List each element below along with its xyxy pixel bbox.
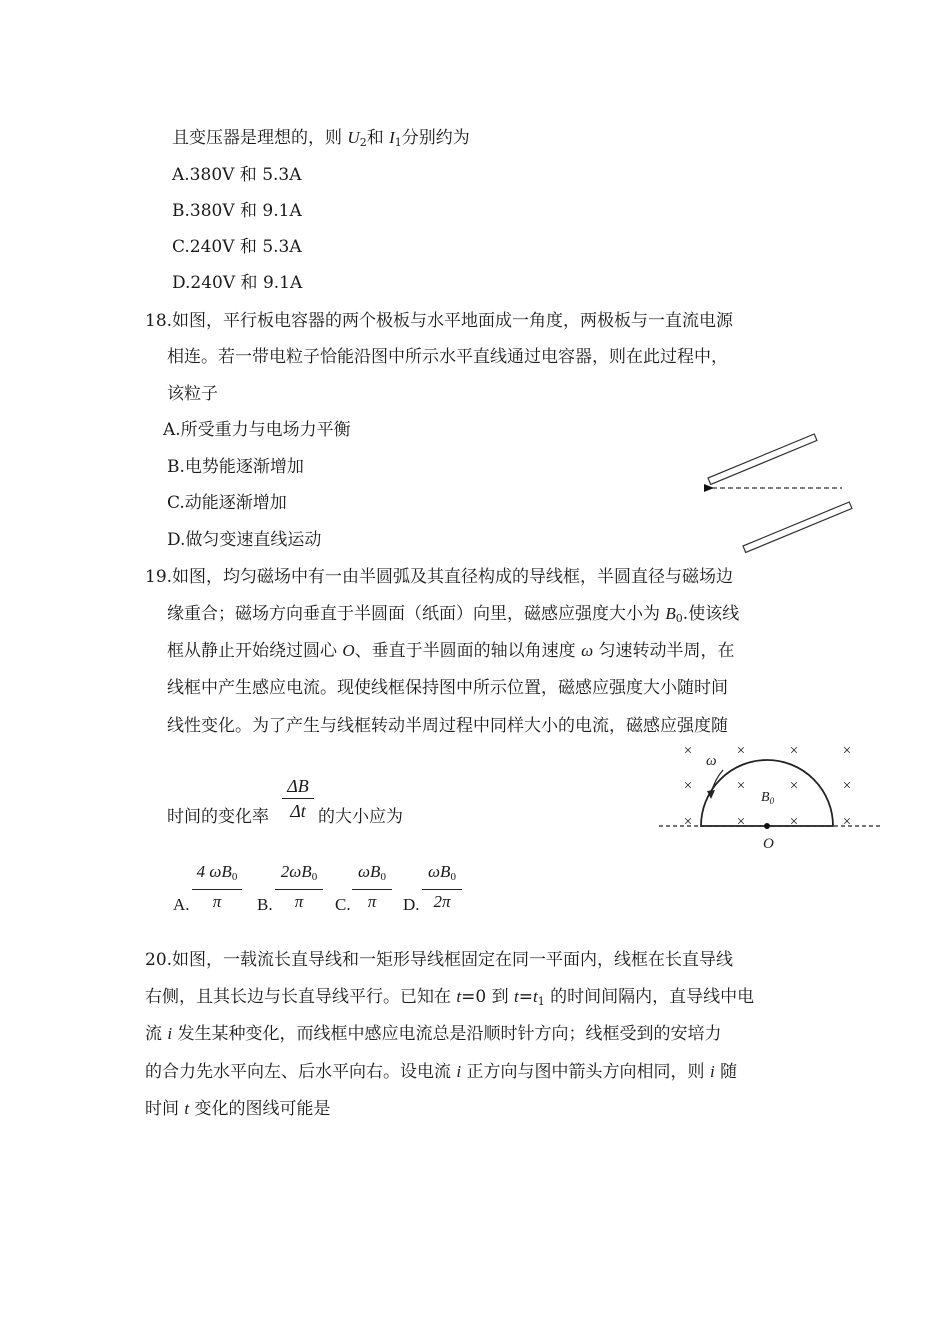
cross-mark: × xyxy=(683,778,693,794)
q19-stem-line-4: 线框中产生感应电流。现使线框保持图中所示位置，磁感应强度大小随时间 xyxy=(167,678,728,698)
q19-answer-b-fraction: $2\omega B_0$ π xyxy=(275,861,323,912)
cross-mark: × xyxy=(736,814,746,830)
q19-answer-a-fraction: 4 $\omega B_0$ π xyxy=(192,861,242,912)
cross-mark: × xyxy=(789,778,799,794)
cross-mark: × xyxy=(683,743,693,759)
q18-option-a: A.所受重力与电场力平衡 xyxy=(163,420,351,440)
q19-answer-a-label: A. xyxy=(173,895,190,914)
q17-option-a: A.380V 和 5.3A xyxy=(172,165,302,185)
q18-option-c: C.动能逐渐增加 xyxy=(167,493,287,513)
q18-option-d: D.做匀变速直线运动 xyxy=(167,530,322,550)
q19-stem-line-1: 19.如图，均匀磁场中有一由半圆弧及其直径构成的导线框，半圆直径与磁场边 xyxy=(145,567,734,587)
cross-mark: × xyxy=(789,814,799,830)
rate-denominator: Δt xyxy=(290,801,306,821)
q20-stem-line-3: 流 i 发生某种变化，而线框中感应电流总是沿顺时针方向；线框受到的安培力 xyxy=(145,1024,722,1044)
lower-plate xyxy=(743,502,852,552)
q18-option-b: B.电势能逐渐增加 xyxy=(167,457,304,477)
q19-answer-d-label: D. xyxy=(403,895,420,914)
q20-stem-line-1: 20.如图，一载流长直导线和一矩形导线框固定在同一平面内，线框在长直导线 xyxy=(145,950,734,970)
center-point xyxy=(764,823,770,829)
q19-answer-b-label: B. xyxy=(257,895,273,914)
q17-stem: 且变压器是理想的，则 $U_2$和 $I_1$分别约为 xyxy=(172,128,470,149)
cross-mark: × xyxy=(789,743,799,759)
q18-stem-line-1: 18.如图，平行板电容器的两个极板与水平地面成一角度，两极板与一直流电源 xyxy=(145,311,734,331)
cross-mark: × xyxy=(842,743,852,759)
cross-mark: × xyxy=(842,778,852,794)
particle-arrow-icon xyxy=(704,484,714,492)
q20-stem-line-2: 右侧，且其长边与长直导线平行。已知在 t=0 到 $t=t_1$ 的时间间隔内，直导线中电 xyxy=(145,987,755,1008)
q19-answer-d-fraction: $\omega B_0$ 2π xyxy=(422,861,462,912)
q19-magnetic-field-figure xyxy=(655,735,885,853)
q19-answer-c-label: C. xyxy=(335,895,351,914)
q19-rate-suffix: 的大小应为 xyxy=(318,807,403,827)
b0-label: $B_0$ xyxy=(761,790,775,806)
cross-mark: × xyxy=(736,778,746,794)
cross-mark: × xyxy=(842,814,852,830)
center-o-label: O xyxy=(763,836,774,852)
cross-mark: × xyxy=(683,814,693,830)
q19-rate-fraction xyxy=(282,775,314,822)
upper-plate xyxy=(708,434,817,484)
q18-stem-line-2: 相连。若一带电粒子恰能沿图中所示水平直线通过电容器，则在此过程中， xyxy=(167,347,728,367)
q20-stem-line-5: 时间 t 变化的图线可能是 xyxy=(145,1099,331,1119)
q18-stem-line-3: 该粒子 xyxy=(167,384,218,404)
q19-stem-line-2: 缘重合；磁场方向垂直于半圆面（纸面）向里，磁感应强度大小为 $B_0$.使该线 xyxy=(167,604,740,625)
q20-stem-line-4: 的合力先水平向左、后水平向右。设电流 i 正方向与图中箭头方向相同，则 i 随 xyxy=(145,1062,738,1082)
q19-stem-line-5: 线性变化。为了产生与线框转动半周过程中同样大小的电流，磁感应强度随 xyxy=(167,716,728,736)
q18-capacitor-figure xyxy=(690,420,865,555)
cross-mark: × xyxy=(736,743,746,759)
q17-option-c: C.240V 和 5.3A xyxy=(172,237,302,257)
q19-stem-line-3: 框从静止开始绕过圆心 O、垂直于半圆面的轴以角速度 ω 匀速转动半周，在 xyxy=(167,641,735,661)
q19-rate-prefix: 时间的变化率 xyxy=(167,807,269,827)
q19-answer-c-fraction: $\omega B_0$ π xyxy=(352,861,392,912)
q17-option-d: D.240V 和 9.1A xyxy=(172,273,303,293)
omega-label: ω xyxy=(706,753,717,769)
q17-option-b: B.380V 和 9.1A xyxy=(172,201,302,221)
rate-numerator: ΔB xyxy=(287,776,309,796)
